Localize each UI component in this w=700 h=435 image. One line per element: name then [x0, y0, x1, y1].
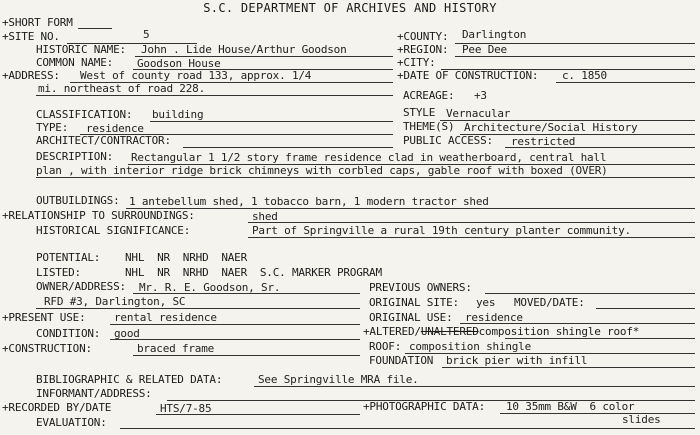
moved-date-line — [596, 308, 695, 309]
foundation-value: brick pier with infill — [446, 354, 588, 367]
county-value: Darlington — [462, 28, 527, 41]
description-underline-2 — [36, 177, 695, 178]
construction-label: +CONSTRUCTION: — [2, 342, 92, 355]
photographic-line — [500, 413, 695, 414]
region-value: Pee Dee — [462, 43, 507, 56]
description-line-1: Rectangular 1 1/2 story frame residence clad in weatherboard, central hall — [131, 151, 607, 164]
potential-options: NHL NR NRHD NAER — [125, 251, 248, 264]
relationship-value: shed — [252, 210, 278, 223]
form-title: S.C. DEPARTMENT OF ARCHIVES AND HISTORY — [203, 1, 497, 15]
date-line — [556, 82, 695, 83]
description-label: DESCRIPTION: — [36, 150, 114, 163]
original-use-value: residence — [465, 311, 523, 324]
classification-line — [150, 121, 393, 122]
listed-options: NHL NR NRHD NAER S.C. MARKER PROGRAM — [125, 266, 382, 279]
roof-value: composition shingle — [409, 340, 532, 353]
original-use-line — [460, 323, 695, 324]
address-value-1: West of county road 133, approx. 1/4 — [80, 69, 312, 82]
region-line — [455, 56, 695, 57]
owner-line — [133, 293, 360, 294]
recorded-value: HTS/7-85 — [160, 402, 212, 415]
original-use-label: ORIGINAL USE: — [369, 311, 453, 324]
date-label: +DATE OF CONSTRUCTION: — [397, 69, 539, 82]
moved-date-label: MOVED/DATE: — [514, 296, 585, 309]
classification-label: CLASSIFICATION: — [36, 108, 133, 121]
potential-label: POTENTIAL: — [36, 251, 101, 264]
photographic-value-2: slides — [622, 413, 661, 426]
significance-label: HISTORICAL SIGNIFICANCE: — [36, 224, 191, 237]
unaltered-struck: UNALTERED — [420, 325, 479, 338]
significance-value: Part of Springville a rural 19th century planter community. — [252, 224, 631, 237]
relationship-line — [248, 222, 695, 223]
evaluation-label: EVALUATION: — [36, 416, 107, 429]
address-line-2 — [36, 95, 393, 96]
altered-line — [505, 338, 695, 339]
type-label: TYPE: — [36, 121, 69, 134]
common-name-value: Goodson House — [137, 57, 221, 70]
themes-line — [460, 134, 695, 135]
bibliographic-line — [254, 386, 695, 387]
recorded-label: +RECORDED BY/DATE — [2, 401, 112, 414]
style-value: Vernacular — [446, 107, 511, 120]
public-access-label: PUBLIC ACCESS: — [403, 134, 493, 147]
owner-label: OWNER/ADDRESS: — [36, 280, 126, 293]
description-line-2: plan , with interior ridge brick chimneys with corbled caps, gable roof with boxed (OVER) — [36, 164, 608, 177]
condition-value: good — [114, 327, 140, 340]
themes-value: Architecture/Social History — [464, 121, 638, 134]
bibliographic-label: BIBLIOGRAPHIC & RELATED DATA: — [36, 373, 223, 386]
date-value: c. 1850 — [562, 69, 607, 82]
foundation-label: FOUNDATION — [369, 354, 434, 367]
city-label: +CITY: — [397, 56, 436, 69]
short-form-line — [78, 28, 112, 29]
site-no-label: +SITE NO. — [2, 30, 60, 43]
short-form-label: +SHORT FORM — [2, 16, 73, 29]
outbuildings-label: OUTBUILDINGS: — [36, 194, 120, 207]
recorded-line — [156, 414, 360, 415]
acreage-label: ACREAGE: — [403, 89, 455, 102]
owner-address-line — [36, 308, 360, 309]
architect-line — [183, 147, 393, 148]
present-use-label: +PRESENT USE: — [2, 311, 86, 324]
evaluation-line — [120, 428, 695, 429]
type-value: residence — [86, 122, 144, 135]
relationship-label: +RELATIONSHIP TO SURROUNDINGS: — [2, 209, 195, 222]
present-use-line — [110, 324, 360, 325]
site-no-value: 5 — [143, 28, 150, 41]
historic-name-value: John . Lide House/Arthur Goodson — [141, 43, 347, 56]
historic-name-label: HISTORIC NAME: — [36, 43, 126, 56]
county-label: +COUNTY: — [397, 30, 449, 43]
photographic-value: 10 35mm B&W 6 color — [506, 400, 635, 413]
owner-name: Mr. R. E. Goodson, Sr. — [139, 281, 281, 294]
region-label: +REGION: — [397, 43, 449, 56]
listed-label: LISTED: — [36, 266, 81, 279]
previous-owners-label: PREVIOUS OWNERS: — [369, 281, 472, 294]
foundation-line — [442, 367, 695, 368]
address-value-2: mi. northeast of road 228. — [38, 82, 205, 95]
outbuildings-value: 1 antebellum shed, 1 tobacco barn, 1 modern tractor shed — [129, 195, 489, 208]
address-label: +ADDRESS: — [2, 69, 60, 82]
themes-label: THEME(S) — [403, 120, 455, 133]
significance-line — [248, 237, 695, 238]
style-label: STYLE — [403, 106, 436, 119]
condition-label: CONDITION: — [36, 327, 101, 340]
roof-label: ROOF: — [369, 340, 402, 353]
acreage-value: +3 — [474, 89, 487, 102]
original-site-label: ORIGINAL SITE: — [369, 296, 459, 309]
condition-line — [110, 339, 360, 340]
construction-line — [133, 355, 360, 356]
previous-owners-line — [485, 293, 695, 294]
bibliographic-value: See Springville MRA file. — [258, 373, 419, 386]
photographic-label: +PHOTOGRAPHIC DATA: — [363, 400, 486, 413]
classification-value: building — [152, 108, 204, 121]
owner-address: RFD #3, Darlington, SC — [44, 295, 186, 308]
public-access-value: restricted — [511, 135, 576, 148]
outbuildings-line — [126, 208, 695, 209]
architect-label: ARCHITECT/CONTRACTOR: — [36, 134, 171, 147]
present-use-value: rental residence — [114, 311, 217, 324]
original-site-value: yes — [476, 296, 496, 309]
informant-label: INFORMANT/ADDRESS: — [36, 387, 152, 400]
common-name-label: COMMON NAME: — [36, 56, 114, 69]
public-access-line — [505, 147, 695, 148]
altered-label: +ALTERED/UNALTEREDcomposition shingle roof* — [363, 325, 640, 338]
construction-value: braced frame — [137, 342, 215, 355]
altered-value: composition shingle roof* — [478, 325, 640, 338]
